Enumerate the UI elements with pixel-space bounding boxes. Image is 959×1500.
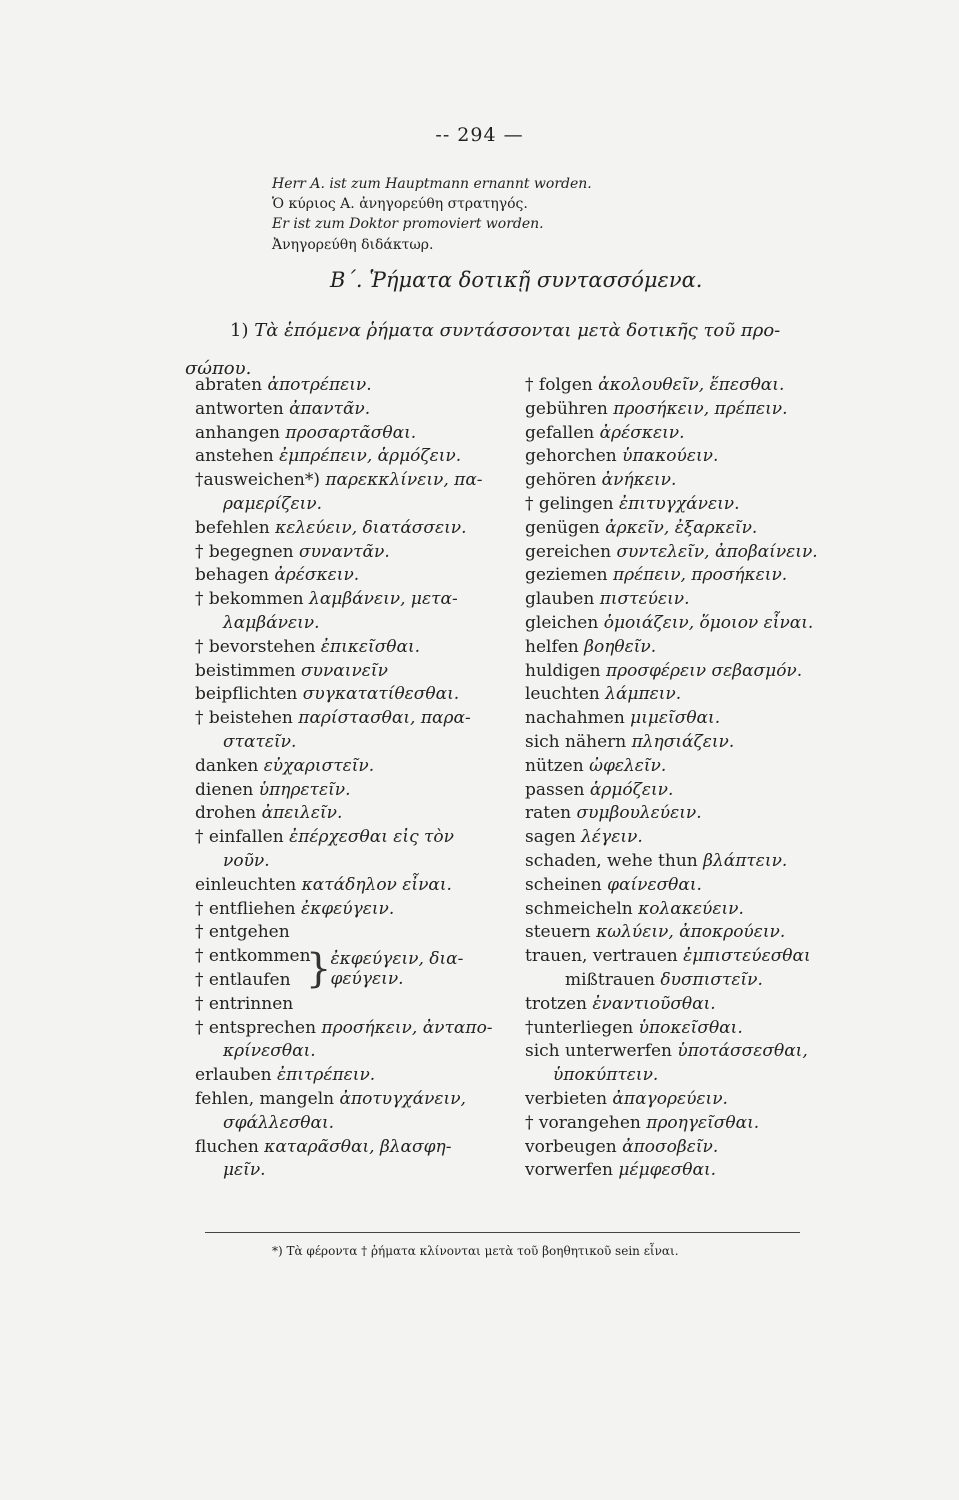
german-verb: anstehen bbox=[195, 446, 280, 467]
example-line: Herr A. ist zum Hauptmann ernannt worden. bbox=[272, 176, 592, 192]
german-verb: scheinen bbox=[525, 874, 608, 895]
dictionary-entry bbox=[525, 779, 855, 803]
greek-verb: πλησιάζειν. bbox=[631, 731, 735, 752]
greek-verb: πρέπειν, προσήκειν. bbox=[612, 565, 788, 586]
greek-verb: δυσπιστεῖν. bbox=[660, 969, 763, 990]
greek-verb: ἀπειλεῖν. bbox=[261, 803, 343, 824]
greek-verb: ἀποσοβεῖν. bbox=[622, 1136, 719, 1157]
german-verb: † entrinnen bbox=[195, 993, 294, 1014]
footnote-rule bbox=[205, 1232, 800, 1233]
dictionary-entry bbox=[525, 374, 855, 398]
german-verb: sagen bbox=[525, 827, 582, 848]
dictionary-entry bbox=[525, 636, 855, 660]
greek-verb: ἐπέρχεσθαι εἰς τὸν bbox=[289, 827, 454, 848]
german-verb: † gelingen bbox=[525, 493, 619, 514]
dictionary-entry bbox=[195, 612, 525, 636]
dictionary-entry bbox=[525, 660, 855, 684]
dictionary-entry bbox=[195, 707, 525, 731]
dictionary-entry bbox=[195, 517, 525, 541]
dictionary-entry bbox=[525, 398, 855, 422]
dictionary-entry bbox=[525, 469, 855, 493]
section-title: Β΄. Ῥήματα δοτικῇ συντασσόμενα. bbox=[330, 268, 703, 292]
dictionary-entry bbox=[525, 731, 855, 755]
german-verb: drohen bbox=[195, 803, 262, 824]
greek-verb: ὑποκεῖσθαι. bbox=[638, 1017, 743, 1038]
dictionary-entry bbox=[525, 1064, 855, 1088]
german-verb: dienen bbox=[195, 779, 259, 800]
german-verb: passen bbox=[525, 779, 590, 800]
german-verb: † einfallen bbox=[195, 827, 290, 848]
dictionary-entry bbox=[195, 898, 525, 922]
greek-verb: κελεύειν, διατάσσειν. bbox=[275, 517, 467, 538]
greek-verb: προσφέρειν σεβασμόν. bbox=[605, 660, 803, 681]
greek-verb: ἀρκεῖν, ἐξαρκεῖν. bbox=[605, 517, 758, 538]
german-verb: gehören bbox=[525, 470, 602, 491]
dictionary-entry bbox=[525, 802, 855, 826]
greek-verb: ἐναντιοῦσθαι. bbox=[592, 993, 716, 1014]
dictionary-entry bbox=[525, 541, 855, 565]
greek-continuation: ραμερίζειν. bbox=[223, 493, 323, 514]
greek-verb: συγκατατίθεσθαι. bbox=[302, 684, 460, 705]
dictionary-entry bbox=[195, 445, 525, 469]
greek-verb: κατάδηλον εἶναι. bbox=[301, 874, 452, 895]
german-verb: † begegnen bbox=[195, 541, 300, 562]
german-verb: † entkommen bbox=[195, 946, 311, 967]
dictionary-entry bbox=[195, 1159, 525, 1183]
dictionary-entry bbox=[525, 1088, 855, 1112]
dictionary-entry bbox=[525, 707, 855, 731]
brace-icon: } bbox=[305, 945, 332, 992]
german-verb: nützen bbox=[525, 755, 590, 776]
dictionary-entry bbox=[525, 945, 855, 969]
right-column bbox=[525, 374, 855, 1183]
footnote: *) Τὰ φέροντα † ῥήματα κλίνονται μετὰ τοῦ βοηθητικοῦ sein εἶναι. bbox=[272, 1244, 679, 1258]
greek-verb: παρίστασθαι, παρα- bbox=[298, 708, 471, 729]
german-verb: mißtrauen bbox=[565, 969, 661, 990]
greek-verb: ὑποτάσσεσθαι, bbox=[677, 1041, 808, 1062]
german-verb: steuern bbox=[525, 922, 597, 943]
german-verb: verbieten bbox=[525, 1088, 613, 1109]
german-verb: † beistehen bbox=[195, 708, 299, 729]
dictionary-entry bbox=[525, 493, 855, 517]
german-verb: gebühren bbox=[525, 398, 614, 419]
german-verb: vorwerfen bbox=[525, 1160, 619, 1181]
greek-verb: προηγεῖσθαι. bbox=[646, 1112, 760, 1133]
dictionary-entry bbox=[195, 874, 525, 898]
rule-tail: σώπου. bbox=[185, 358, 252, 379]
dictionary-entry bbox=[525, 826, 855, 850]
german-verb: helfen bbox=[525, 636, 585, 657]
german-verb: behagen bbox=[195, 565, 275, 586]
greek-continuation: ὑποκύπτειν. bbox=[553, 1065, 659, 1086]
greek-verb: ἀπαντᾶν. bbox=[289, 398, 371, 419]
german-verb: † bevorstehen bbox=[195, 636, 321, 657]
greek-verb: λέγειν. bbox=[581, 827, 643, 848]
page-number: -- 294 — bbox=[435, 124, 524, 146]
german-verb: gleichen bbox=[525, 612, 604, 633]
greek-verb: ὑπακούειν. bbox=[622, 446, 719, 467]
example-line: Ὁ κύριος Α. ἀνηγορεύθη στρατηγός. bbox=[272, 196, 528, 212]
german-verb: gereichen bbox=[525, 541, 617, 562]
dictionary-entry bbox=[195, 779, 525, 803]
dictionary-entry bbox=[525, 683, 855, 707]
german-verb: gefallen bbox=[525, 422, 600, 443]
greek-verb: ἀποτυγχάνειν, bbox=[339, 1088, 466, 1109]
greek-verb: συντελεῖν, ἀποβαίνειν. bbox=[616, 541, 818, 562]
dictionary-entry bbox=[525, 564, 855, 588]
german-verb: †ausweichen*) bbox=[195, 470, 326, 491]
dictionary-entry bbox=[195, 1064, 525, 1088]
greek-verb: παρεκκλίνειν, πα- bbox=[325, 470, 483, 491]
greek-continuation: σφάλλεσθαι. bbox=[223, 1112, 335, 1133]
grouped-entries bbox=[195, 921, 525, 1016]
dictionary-entry bbox=[525, 969, 855, 993]
dictionary-entry bbox=[195, 469, 525, 493]
dictionary-entry bbox=[195, 802, 525, 826]
greek-verb: φαίνεσθαι. bbox=[607, 874, 702, 895]
dictionary-entry bbox=[195, 541, 525, 565]
greek-verb: προσαρτᾶσθαι. bbox=[285, 422, 417, 443]
german-verb: † folgen bbox=[525, 375, 599, 395]
dictionary-entry bbox=[525, 588, 855, 612]
dictionary-entry bbox=[195, 1017, 525, 1041]
greek-verb: λάμπειν. bbox=[605, 684, 682, 705]
greek-continuation: κρίνεσθαι. bbox=[223, 1041, 316, 1062]
example-line: Ἀνηγορεύθη διδάκτωρ. bbox=[272, 237, 434, 253]
greek-verb: μέμφεσθαι. bbox=[618, 1160, 717, 1181]
greek-verb: λαμβάνειν, μετα- bbox=[309, 589, 458, 610]
dictionary-entry bbox=[525, 1017, 855, 1041]
dictionary-entry bbox=[195, 660, 525, 684]
greek-verb: βοηθεῖν. bbox=[584, 636, 657, 657]
greek-verb: ἀρέσκειν. bbox=[274, 565, 360, 586]
dictionary-entry bbox=[525, 755, 855, 779]
greek-verb: συναντᾶν. bbox=[299, 541, 390, 562]
german-verb: einleuchten bbox=[195, 874, 302, 895]
greek-verb: πιστεύειν. bbox=[599, 589, 690, 610]
greek-verb: εὐχαριστεῖν. bbox=[263, 755, 375, 776]
dictionary-entry bbox=[525, 874, 855, 898]
dictionary-entry bbox=[525, 612, 855, 636]
german-verb: † entgehen bbox=[195, 922, 290, 943]
german-verb: glauben bbox=[525, 589, 600, 610]
dictionary-entry bbox=[525, 898, 855, 922]
german-verb: † bekommen bbox=[195, 589, 310, 610]
greek-verb: συναινεῖν bbox=[301, 660, 388, 681]
german-verb: †unterliegen bbox=[525, 1017, 639, 1038]
greek-verb: φεύγειν. bbox=[330, 968, 404, 989]
german-verb: vorbeugen bbox=[525, 1136, 623, 1157]
german-verb: trauen, vertrauen bbox=[525, 946, 684, 967]
greek-verb: ἀνήκειν. bbox=[601, 470, 677, 491]
dictionary-entry bbox=[525, 422, 855, 446]
german-verb: danken bbox=[195, 755, 264, 776]
german-verb: schaden, wehe thun bbox=[525, 850, 704, 871]
greek-verb: ἐπιτυγχάνειν. bbox=[618, 493, 740, 514]
dictionary-entry bbox=[195, 826, 525, 850]
greek-verb: ἀποτρέπειν. bbox=[267, 375, 372, 395]
left-column bbox=[195, 374, 525, 1183]
greek-continuation: λαμβάνειν. bbox=[223, 612, 320, 633]
greek-continuation: νοῦν. bbox=[223, 850, 270, 871]
greek-verb: καταρᾶσθαι, βλασφη- bbox=[264, 1136, 452, 1157]
dictionary-entry bbox=[195, 850, 525, 874]
greek-verb: ὑπηρετεῖν. bbox=[258, 779, 351, 800]
german-verb: gehorchen bbox=[525, 446, 623, 467]
dictionary-entry bbox=[195, 564, 525, 588]
greek-verb: ὁμοιάζειν, ὅμοιον εἶναι. bbox=[603, 612, 814, 633]
dictionary-entry bbox=[525, 921, 855, 945]
dictionary-entry bbox=[525, 445, 855, 469]
dictionary-entry bbox=[195, 636, 525, 660]
german-verb: sich unterwerfen bbox=[525, 1041, 678, 1062]
greek-verb: συμβουλεύειν. bbox=[576, 803, 702, 824]
german-verb: † entsprechen bbox=[195, 1017, 322, 1038]
dictionary-entry bbox=[525, 1112, 855, 1136]
greek-verb: κολακεύειν. bbox=[638, 898, 744, 919]
rule-text: Τὰ ἑπόμενα ῥήματα συντάσσονται μετὰ δοτικῆς τοῦ προ- bbox=[254, 320, 781, 341]
greek-continuation: μεῖν. bbox=[223, 1160, 266, 1181]
dictionary-entry bbox=[195, 731, 525, 755]
german-verb: trotzen bbox=[525, 993, 593, 1014]
german-verb: beipflichten bbox=[195, 684, 303, 705]
greek-verb: ἀκολουθεῖν, ἕπεσθαι. bbox=[598, 375, 785, 395]
greek-verb: προσήκειν, ἀνταπο- bbox=[321, 1017, 493, 1038]
dictionary-entry bbox=[195, 398, 525, 422]
german-verb: sich nähern bbox=[525, 731, 632, 752]
rule-number: 1) bbox=[230, 320, 249, 341]
german-verb: fluchen bbox=[195, 1136, 265, 1157]
german-verb: antworten bbox=[195, 398, 290, 419]
dictionary-entry bbox=[525, 993, 855, 1017]
german-verb: genügen bbox=[525, 517, 606, 538]
dictionary-entry bbox=[525, 1040, 855, 1064]
dictionary-entry bbox=[525, 517, 855, 541]
greek-verb: ἐκφεύγειν. bbox=[300, 898, 395, 919]
german-verb: nachahmen bbox=[525, 708, 631, 729]
dictionary-entry bbox=[195, 374, 525, 398]
dictionary-entry bbox=[525, 1136, 855, 1160]
dictionary-entry bbox=[195, 755, 525, 779]
german-verb: † entfliehen bbox=[195, 898, 301, 919]
greek-verb: ἐπικεῖσθαι. bbox=[320, 636, 421, 657]
greek-verb: ἁρμόζειν. bbox=[589, 779, 674, 800]
greek-verb: ἀπαγορεύειν. bbox=[612, 1088, 728, 1109]
german-verb: anhangen bbox=[195, 422, 286, 443]
german-verb: abraten bbox=[195, 375, 268, 395]
german-verb: erlauben bbox=[195, 1065, 278, 1086]
german-verb: fehlen, mangeln bbox=[195, 1088, 340, 1109]
greek-verb: ἐκφεύγειν, δια- bbox=[330, 948, 464, 969]
greek-verb: προσήκειν, πρέπειν. bbox=[613, 398, 788, 419]
greek-verb: κωλύειν, ἀποκρούειν. bbox=[596, 922, 786, 943]
greek-verb: ἐπιτρέπειν. bbox=[277, 1065, 376, 1086]
german-verb: geziemen bbox=[525, 565, 613, 586]
dictionary-entry bbox=[525, 1159, 855, 1183]
dictionary-entry bbox=[195, 1088, 525, 1112]
greek-verb: ἐμπιστεύεσθαι bbox=[683, 946, 811, 967]
german-verb: schmeicheln bbox=[525, 898, 639, 919]
german-verb: † entlaufen bbox=[195, 969, 291, 990]
german-verb: huldigen bbox=[525, 660, 606, 681]
greek-verb: ἀρέσκειν. bbox=[599, 422, 685, 443]
greek-verb: ἐμπρέπειν, ἁρμόζειν. bbox=[279, 446, 462, 467]
dictionary-entry bbox=[195, 1040, 525, 1064]
german-verb: raten bbox=[525, 803, 577, 824]
dictionary-entry bbox=[195, 1112, 525, 1136]
dictionary-entry bbox=[525, 850, 855, 874]
dictionary-entry bbox=[195, 683, 525, 707]
greek-verb: ὠφελεῖν. bbox=[589, 755, 667, 776]
example-line: Er ist zum Doktor promoviert worden. bbox=[272, 216, 544, 232]
dictionary-entry bbox=[195, 493, 525, 517]
german-verb: beistimmen bbox=[195, 660, 302, 681]
greek-verb: μιμεῖσθαι. bbox=[630, 708, 721, 729]
dictionary-entry bbox=[195, 588, 525, 612]
german-verb: leuchten bbox=[525, 684, 606, 705]
greek-verb: βλάπτειν. bbox=[703, 850, 788, 871]
dictionary-entry bbox=[195, 1136, 525, 1160]
german-verb: befehlen bbox=[195, 517, 276, 538]
greek-continuation: στατεῖν. bbox=[223, 731, 297, 752]
german-verb: † vorangehen bbox=[525, 1112, 647, 1133]
dictionary-entry bbox=[195, 422, 525, 446]
